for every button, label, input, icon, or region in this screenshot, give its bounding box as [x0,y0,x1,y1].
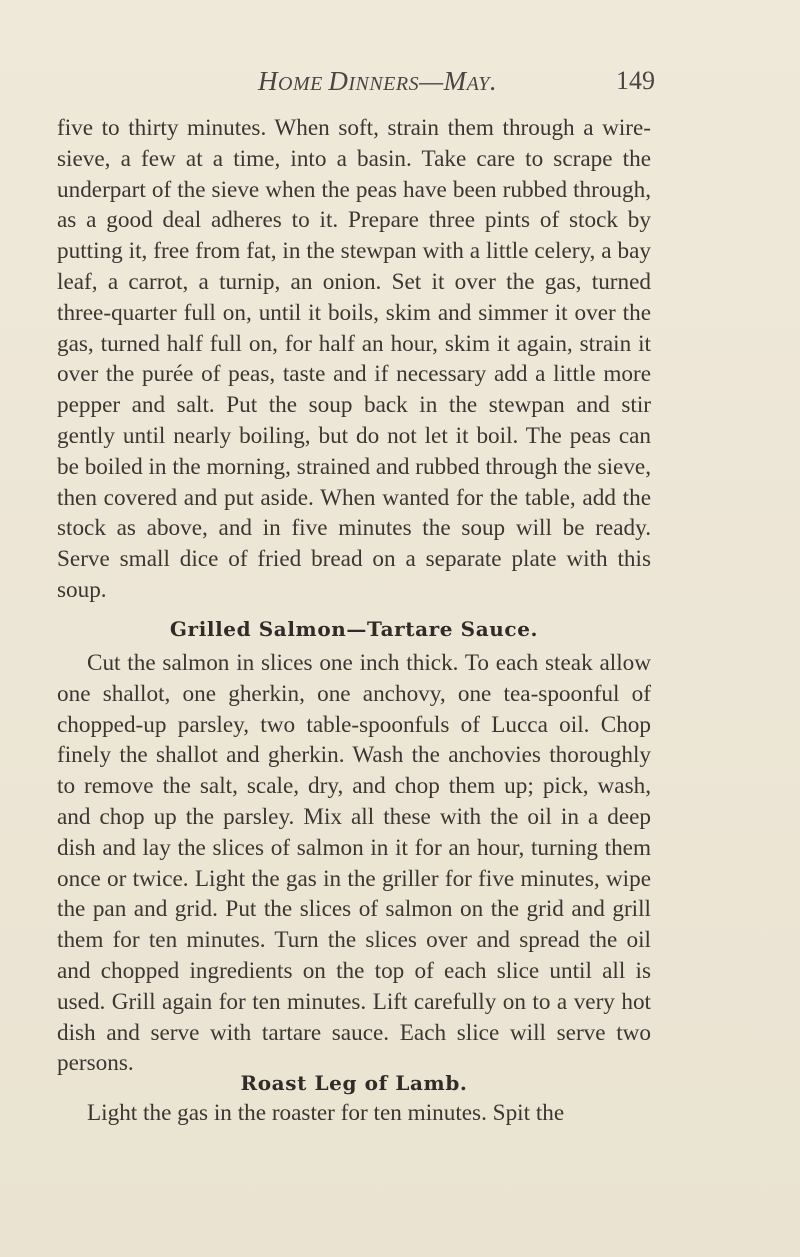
title-sc-inners: INNERS [348,73,420,95]
page-number: 149 [616,66,655,95]
title-cap-m: M [443,66,467,96]
title-cap-d: D [328,66,349,96]
title-cap-h: H [258,66,278,96]
running-head-title [258,66,497,97]
running-head [0,66,800,106]
title-period: . [489,66,498,96]
grilled-salmon-heading: Grilled Salmon—Tartare Sauce. [169,617,539,641]
grilled-salmon-paragraph [57,648,651,1079]
roast-lamb-heading: Roast Leg of Lamb. [240,1071,468,1095]
grilled-salmon-text: Cut the salmon in slices one inch thick. To each steak allow one shallot, one gherkin, one anchovy, one tea-spoonful of chopped-up parsley, two table-spoonfuls of Lucca oil. Chop finely the shallot and gherkin. Wash the anchovies thoroughly to remove the salt, scale, dry, and chop them up; pick, wash, and chop up the parsley. Mix all these with the oil in a deep dish and lay the slices of salmon in it for an hour, turning them once or twice. Light the gas in the griller for five minutes, wipe the pan and grid. Put the slices of salmon on the grid and grill them for ten minutes. Turn the slices over and spread the oil and chopped ingredients on the top of each slice until all is used. Grill again for ten minutes. Lift carefully on to a very hot dish and serve with tartare sauce. Each slice will serve two persons. [57,650,651,1077]
title-dash: — [419,66,444,96]
roast-lamb-text: Light the gas in the roaster for ten minutes. Spit the [87,1100,565,1126]
title-sc-ome: OME [278,73,329,95]
continuation-text: five to thirty minutes. When soft, strain them through a wire-sieve, a few at a time, into a basin. Take care to scrape the underpart of the sieve when the peas have been rubbed through, as a good deal adheres to it. Prepare three pints of stock by putting it, free from fat, in the stewpan with a little celery, a bay leaf, a carrot, a turnip, an onion. Set it over the gas, turned three-quarter full on, until it boils, skim and simmer it over the gas, turned half full on, for half an hour, skim it again, strain it over the purée of peas, taste and if necessary add a little more pepper and salt. Put the soup back in the stewpan and stir gently until nearly boiling, but do not let it boil. The peas can be boiled in the morning, strained and rubbed through the sieve, then covered and put aside. When wanted for the table, add the stock as above, and in five minutes the soup will be ready. Serve small dice of fried bread on a separate plate with this soup. [57,115,651,603]
continuation-paragraph [57,113,651,606]
roast-lamb-paragraph [57,1098,651,1129]
title-sc-ay: AY [466,73,490,95]
